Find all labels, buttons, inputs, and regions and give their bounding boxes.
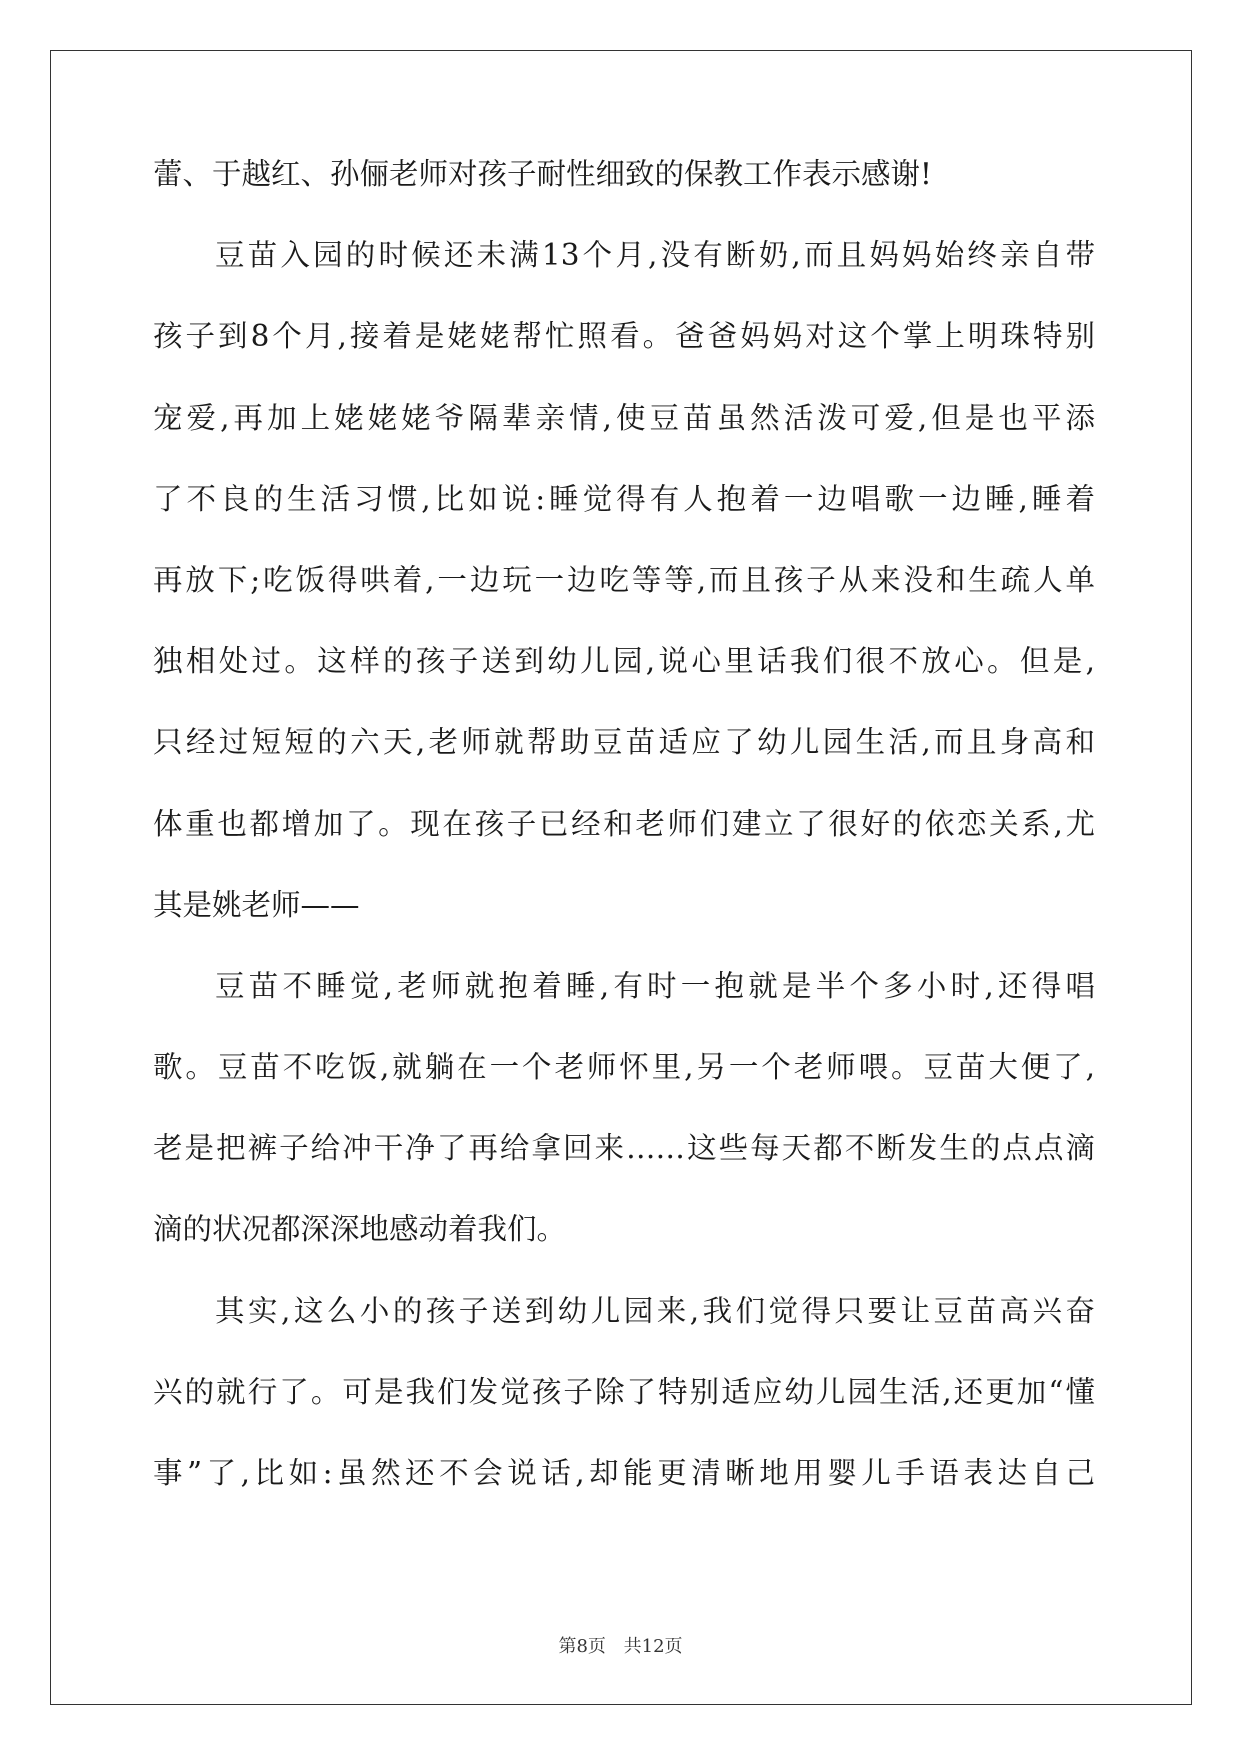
text-line: 孩子到8个月,接着是姥姥帮忙照看。爸爸妈妈对这个掌上明珠特别 <box>153 319 1095 354</box>
text-line: 歌。豆苗不吃饭,就躺在一个老师怀里,另一个老师喂。豆苗大便了, <box>153 1050 1095 1085</box>
text-line: 宠爱,再加上姥姥姥爷隔辈亲情,使豆苗虽然活泼可爱,但是也平添 <box>153 400 1095 435</box>
text-line: 再放下;吃饭得哄着,一边玩一边吃等等,而且孩子从来没和生疏人单 <box>153 562 1095 597</box>
text-line: 蕾、于越红、孙俪老师对孩子耐性细致的保教工作表示感谢! <box>153 157 932 191</box>
text-line: 滴的状况都深深地感动着我们。 <box>153 1212 567 1247</box>
text-line: 豆苗入园的时候还未满13个月,没有断奶,而且妈妈始终亲自带 <box>215 238 1095 273</box>
page-total: 共12页 <box>623 1636 683 1657</box>
page-footer <box>0 1632 1241 1658</box>
text-line: 独相处过。这样的孩子送到幼儿园,说心里话我们很不放心。但是, <box>153 644 1095 679</box>
text-line: 其实,这么小的孩子送到幼儿园来,我们觉得只要让豆苗高兴奋 <box>215 1293 1095 1328</box>
text-line: 只经过短短的六天,老师就帮助豆苗适应了幼儿园生活,而且身高和 <box>153 725 1095 760</box>
document-body <box>153 157 1095 1540</box>
text-line: 体重也都增加了。现在孩子已经和老师们建立了很好的依恋关系,尤 <box>153 806 1095 841</box>
page-number: 第8页 <box>558 1636 606 1657</box>
text-line: 事”了,比如:虽然还不会说话,却能更清晰地用婴儿手语表达自己 <box>153 1456 1095 1490</box>
text-line: 其是姚老师—— <box>153 887 360 922</box>
text-line: 兴的就行了。可是我们发觉孩子除了特别适应幼儿园生活,还更加“懂 <box>153 1374 1095 1409</box>
text-line: 豆苗不睡觉,老师就抱着睡,有时一抱就是半个多小时,还得唱 <box>215 968 1095 1003</box>
text-line: 了不良的生活习惯,比如说:睡觉得有人抱着一边唱歌一边睡,睡着 <box>153 481 1095 516</box>
text-line: 老是把裤子给冲干净了再给拿回来……这些每天都不断发生的点点滴 <box>153 1131 1095 1166</box>
